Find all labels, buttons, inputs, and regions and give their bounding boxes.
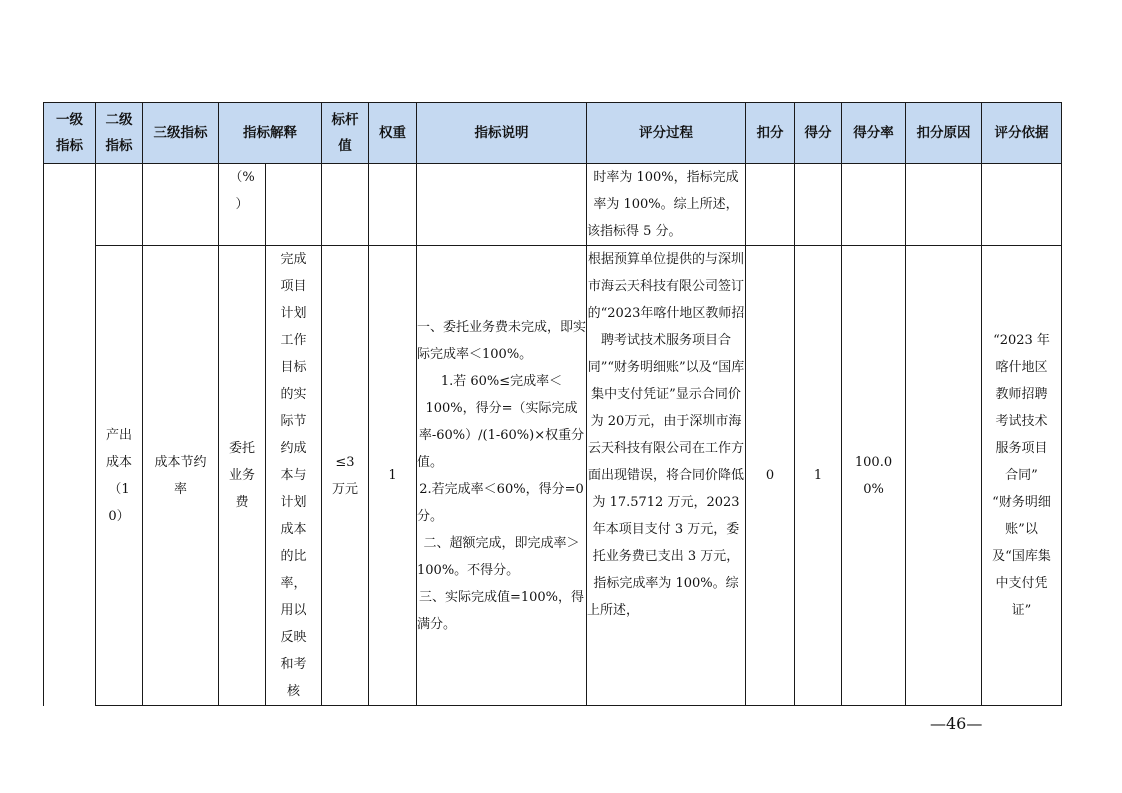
score-rate-cell: 100.00% (842, 246, 906, 706)
sub-item-cell: 委托业务费 (219, 246, 266, 706)
process-cell: 时率为 100%，指标完成率为 100%。综上所述，该指标得 5 分。 (587, 164, 746, 246)
deduct-reason-cell (906, 164, 982, 246)
header-weight: 权重 (369, 103, 417, 164)
header-level3: 三级指标 (143, 103, 219, 164)
header-process: 评分过程 (587, 103, 746, 164)
header-level1: 一级指标 (44, 103, 96, 164)
level2-cell: 产出成本（10） (96, 246, 143, 706)
header-level2: 二级指标 (96, 103, 143, 164)
basis-cell (982, 164, 1062, 246)
benchmark-cell: ≤3万元 (322, 246, 369, 706)
unit-fragment-cell: （% ） (219, 164, 266, 246)
deduct-reason-cell (906, 246, 982, 706)
score-cell: 1 (795, 246, 842, 706)
level2-cell (96, 164, 143, 246)
table-row (44, 164, 1062, 246)
description-cell: 一、委托业务费未完成，即实际完成率＜100%。 1.若 60%≤完成率＜100%，得分=（实际完成率-60%）/(1-60%)×权重分值。 2.若完成率＜60%，得分=0 分。 二、超额完成，即完成率＞100%。不得分。 三、实际完成值=100%，得满分。 (417, 246, 587, 706)
deduct-cell: 0 (746, 246, 795, 706)
level3-cell (143, 164, 219, 246)
weight-cell: 1 (369, 246, 417, 706)
header-score: 得分 (795, 103, 842, 164)
explanation-cell (266, 164, 322, 246)
header-score-rate: 得分率 (842, 103, 906, 164)
explanation-cell: 完成项目计划工作目标的实际节约成本与计划成本的比率，用以反映和考核 (266, 246, 322, 706)
deduct-cell (746, 164, 795, 246)
header-basis: 评分依据 (982, 103, 1062, 164)
score-cell (795, 164, 842, 246)
benchmark-cell (322, 164, 369, 246)
header-explanation: 指标解释 (219, 103, 322, 164)
header-description: 指标说明 (417, 103, 587, 164)
process-cell: 根据预算单位提供的与深圳市海云天科技有限公司签订的“2023年喀什地区教师招聘考试技术服务项目合同”“财务明细账”以及“国库集中支付凭证”显示合同价为 20万元，由于深圳市海云天科技有限公司在工作方面出现错误，将合同价降低为 17.5712 万元，2023 年本项目支付 3 万元，委托业务费已支出 3 万元，指标完成率为 100%。综上所述， (587, 246, 746, 706)
header-benchmark: 标杆值 (322, 103, 369, 164)
header-deduct-reason: 扣分原因 (906, 103, 982, 164)
header-deduct: 扣分 (746, 103, 795, 164)
level3-cell: 成本节约率 (143, 246, 219, 706)
description-cell (417, 164, 587, 246)
page-number: —46— (930, 714, 983, 733)
evaluation-table (43, 102, 1062, 706)
header-row (44, 103, 1062, 164)
weight-cell (369, 164, 417, 246)
score-rate-cell (842, 164, 906, 246)
table-row (44, 246, 1062, 706)
basis-cell: “2023 年喀什地区教师招聘考试技术服务项目合同” “财务明细账”以及“国库集中支付凭证” (982, 246, 1062, 706)
level1-cell (44, 164, 96, 706)
